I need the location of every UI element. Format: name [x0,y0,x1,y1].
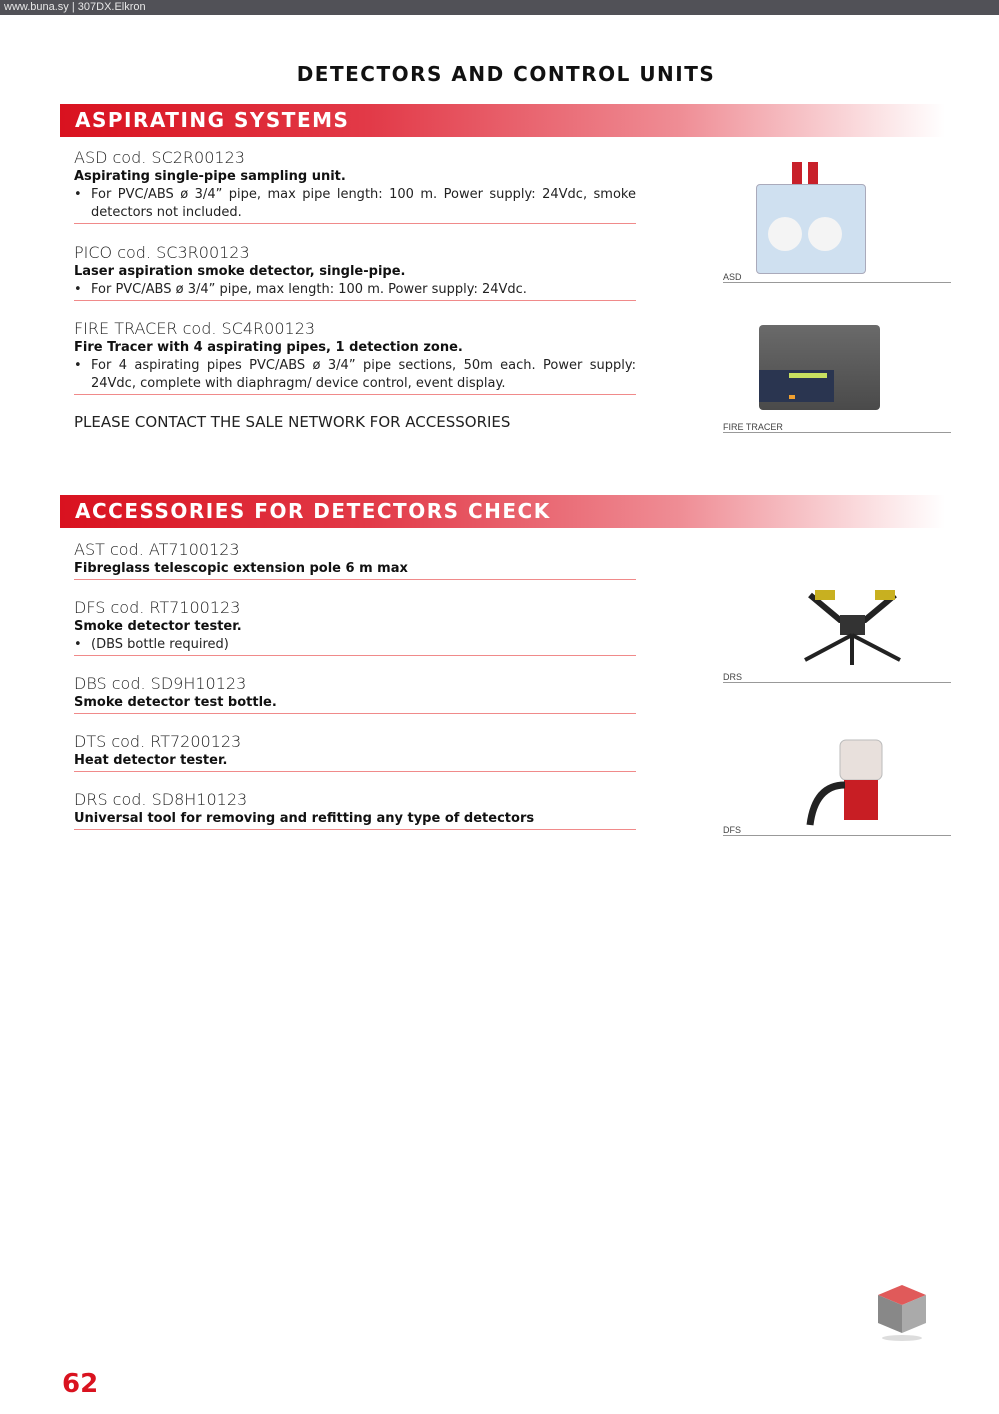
product-desc: Laser aspiration smoke detector, single-pipe. [74,264,406,279]
product-bullet: • For PVC/ABS ø 3/4” pipe, max length: 100 m. Power supply: 24Vdc. [74,281,636,299]
product-pico [74,243,636,301]
product-code: DTS cod. RT7200123 [74,732,242,751]
product-ast [74,540,636,580]
product-desc: Smoke detector test bottle. [74,695,277,710]
accessories-note: PLEASE CONTACT THE SALE NETWORK FOR ACCESSORIES [74,413,511,431]
drs-image [790,585,915,670]
page-number: 62 [62,1369,99,1399]
fire-tracer-image [759,325,880,410]
product-desc: Fibreglass telescopic extension pole 6 m max [74,561,408,576]
product-asd [74,148,636,224]
product-desc: Aspirating single-pipe sampling unit. [74,169,346,184]
dfs-image [800,735,890,830]
product-fire-tracer [74,319,636,395]
brand-cube-logo [876,1283,928,1343]
product-desc: Heat detector tester. [74,753,228,768]
product-code: DRS cod. SD8H10123 [74,790,248,809]
product-code: FIRE TRACER cod. SC4R00123 [74,319,316,338]
caption-asd: ASD [723,272,951,283]
product-desc: Universal tool for removing and refitting any type of detectors [74,811,535,826]
page-title: DETECTORS AND CONTROL UNITS [296,62,716,86]
product-code: AST cod. AT7100123 [74,540,240,559]
caption-fire-tracer: FIRE TRACER [723,422,951,433]
product-code: ASD cod. SC2R00123 [74,148,245,167]
product-code: DBS cod. SD9H10123 [74,674,247,693]
product-desc: Fire Tracer with 4 aspirating pipes, 1 detection zone. [74,340,463,355]
caption-dfs: DFS [723,825,951,836]
section-heading-aspirating: ASPIRATING SYSTEMS [60,104,945,137]
product-drs [74,790,636,830]
product-bullet: • (DBS bottle required) [74,636,636,654]
product-dts [74,732,636,772]
product-dbs [74,674,636,714]
caption-drs: DRS [723,672,951,683]
product-bullet: • For PVC/ABS ø 3/4” pipe, max pipe length: 100 m. Power supply: 24Vdc, smoke detectors not included. [74,186,636,222]
product-code: DFS cod. RT7100123 [74,598,241,617]
product-bullet: • For 4 aspirating pipes PVC/ABS ø 3/4” pipe sections, 50m each. Power supply: 24Vdc, complete with diaphragm/ device control, event display. [74,357,636,393]
section-heading-accessories: ACCESSORIES FOR DETECTORS CHECK [60,495,945,528]
asd-image [756,162,866,274]
source-bar: www.buna.sy | 307DX.Elkron [0,0,999,15]
product-dfs [74,598,636,656]
product-code: PICO cod. SC3R00123 [74,243,250,262]
product-desc: Smoke detector tester. [74,619,242,634]
